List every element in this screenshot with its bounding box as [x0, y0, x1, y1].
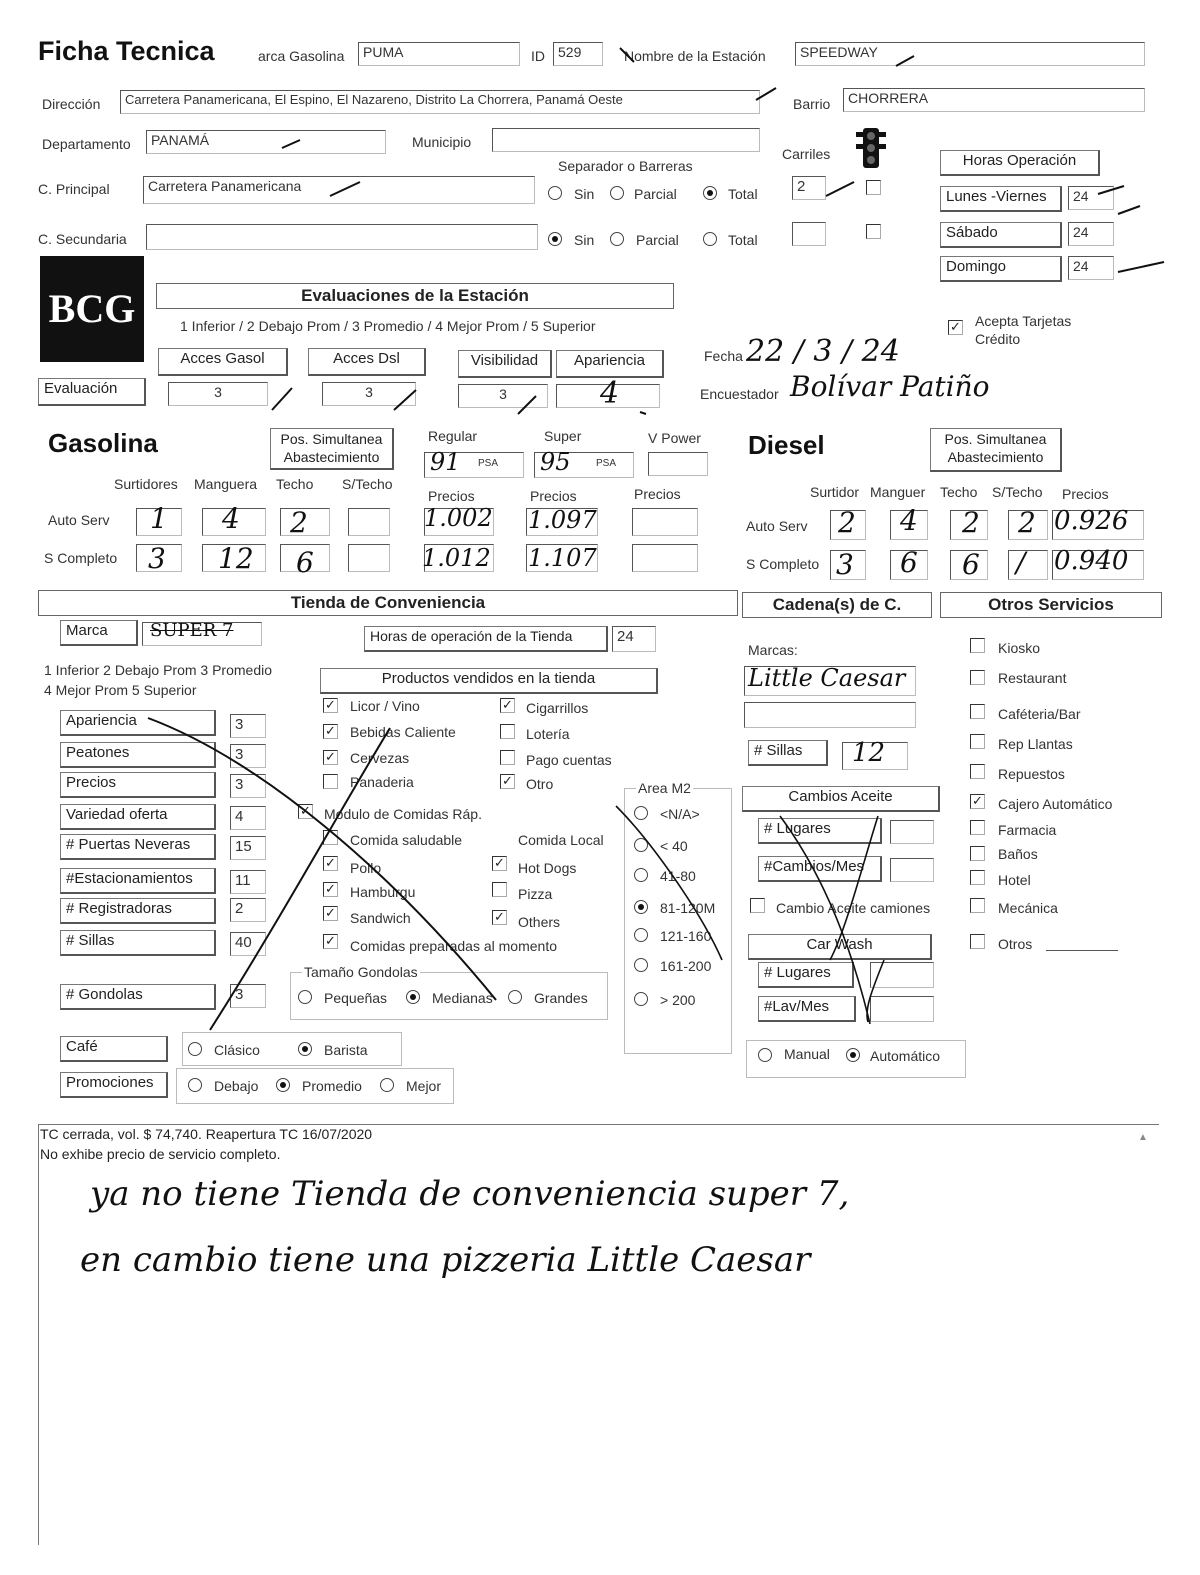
cafe-label: Café: [60, 1036, 168, 1062]
rating-field-sillas[interactable]: 40: [230, 932, 266, 956]
vpower-field[interactable]: [648, 452, 708, 476]
carriles-field-2[interactable]: [792, 222, 826, 246]
diesel-col-techo: Techo: [940, 484, 978, 500]
rating-label-estacionamientos: #Estacionamientos: [60, 868, 216, 894]
separador2-total-radio[interactable]: [703, 232, 717, 246]
diesel-auto-manguer: 4: [900, 504, 918, 537]
diesel-auto-surtidor: 2: [838, 506, 856, 539]
cafe-clasico-radio[interactable]: [188, 1042, 202, 1056]
promo-mejor-radio[interactable]: [380, 1078, 394, 1092]
tienda-marca-label: Marca: [60, 620, 138, 646]
rating-label-sillas: # Sillas: [60, 930, 216, 956]
otros-underline: [1046, 950, 1118, 951]
rating-label-apariencia: Apariencia: [60, 710, 216, 736]
diesel-auto-serv-label: Auto Serv: [746, 518, 808, 534]
rep-llantas-checkbox[interactable]: [970, 734, 985, 749]
cadena-title: Cadena(s) de C.: [742, 592, 932, 618]
barrio-label: Barrio: [793, 96, 831, 112]
departamento-field[interactable]: PANAMÁ: [146, 130, 386, 154]
col-techo: Techo: [276, 476, 314, 492]
acces-dsl-label: Acces Dsl: [308, 348, 426, 376]
id-field[interactable]: 529: [553, 42, 603, 66]
sabado-label: Sábado: [940, 222, 1062, 248]
super-octane-value: 95: [540, 448, 571, 476]
bebidas-checkbox[interactable]: ✓: [323, 724, 338, 739]
tienda-scale-line1: 1 Inferior 2 Debajo Prom 3 Promedio: [44, 662, 272, 678]
cajero-checkbox[interactable]: ✓: [970, 794, 985, 809]
diesel-comp-techo: 6: [962, 548, 980, 581]
gas-auto-manguera: 4: [222, 502, 240, 535]
separador1-total-label: Total: [728, 186, 758, 202]
pizza-label: Pizza: [518, 886, 553, 902]
kiosko-checkbox[interactable]: [970, 638, 985, 653]
acces-gasol-field[interactable]: 3: [168, 382, 268, 406]
otros-servicios-title: Otros Servicios: [940, 592, 1162, 618]
traffic-light-icon: [854, 128, 888, 170]
hot-dogs-checkbox[interactable]: ✓: [492, 856, 507, 871]
promo-promedio-label: Promedio: [302, 1078, 362, 1094]
gas-auto-vpower-price-field[interactable]: [632, 508, 698, 536]
precios-regular-label: Precios: [428, 488, 475, 504]
regular-psa-note: PSA: [478, 458, 499, 469]
cadena-sillas-label: # Sillas: [748, 740, 828, 766]
diesel-col-precios: Precios: [1062, 486, 1109, 502]
cafe-barista-label: Barista: [324, 1042, 368, 1058]
cervezas-label: Cervezas: [350, 750, 410, 766]
fecha-handwritten: 22 / 3 / 24: [746, 334, 900, 369]
tienda-title: Tienda de Conveniencia: [38, 590, 738, 616]
visibilidad-label: Visibilidad: [458, 350, 552, 378]
col-surtidores: Surtidores: [114, 476, 178, 492]
nombre-estacion-field[interactable]: SPEEDWAY: [795, 42, 1145, 66]
area-na-label: <N/A>: [660, 806, 700, 822]
area-strike-mark: [610, 800, 730, 970]
rating-label-precios: Precios: [60, 772, 216, 798]
cafeteria-checkbox[interactable]: [970, 704, 985, 719]
banos-checkbox[interactable]: [970, 846, 985, 861]
diesel-auto-stecho: 2: [1018, 506, 1036, 539]
cambios-strike-mark: [760, 810, 900, 1030]
acces-gasol-label: Acces Gasol: [158, 348, 288, 376]
banos-label: Baños: [998, 846, 1038, 862]
sandwich-checkbox[interactable]: ✓: [323, 906, 338, 921]
calle-principal-field[interactable]: Carretera Panamericana: [143, 176, 535, 204]
mecanica-checkbox[interactable]: [970, 898, 985, 913]
pago-cuentas-label: Pago cuentas: [526, 752, 612, 768]
cafe-clasico-label: Clásico: [214, 1042, 260, 1058]
area-41-80-label: 41-80: [660, 868, 696, 884]
diesel-comp-stecho: /: [1016, 546, 1026, 579]
carwash-manual-radio[interactable]: [758, 1048, 772, 1062]
gas-auto-stecho-field[interactable]: [348, 508, 390, 536]
page-title: Ficha Tecnica: [38, 36, 215, 66]
carwash-manual-label: Manual: [784, 1046, 830, 1062]
licor-label: Licor / Vino: [350, 698, 420, 714]
rating-field-precios[interactable]: 3: [230, 774, 266, 798]
evaluaciones-scale: 1 Inferior / 2 Debajo Prom / 3 Promedio / 4 Mejor Prom / 5 Superior: [180, 318, 596, 334]
bcg-logo: BCG: [40, 256, 144, 362]
carwash-automatico-label: Automático: [870, 1048, 941, 1064]
notes-handwritten-line-2: en cambio tiene una pizzeria Little Caesar: [80, 1240, 811, 1280]
separador2-parcial-label: Parcial: [636, 232, 679, 248]
carwash-automatico-radio[interactable]: [846, 1048, 860, 1062]
rating-field-variedad[interactable]: 4: [230, 806, 266, 830]
area-gt200-label: > 200: [660, 992, 696, 1008]
separador2-sin-radio[interactable]: [548, 232, 562, 246]
gas-comp-stecho-field[interactable]: [348, 544, 390, 572]
gondolas-grandes-radio[interactable]: [508, 990, 522, 1004]
cervezas-checkbox[interactable]: ✓: [323, 750, 338, 765]
calle-secundaria-field[interactable]: [146, 224, 538, 250]
diesel-comp-precio: 0.940: [1054, 546, 1129, 576]
rating-label-variedad: Variedad oferta: [60, 804, 216, 830]
municipio-label: Municipio: [412, 134, 472, 150]
farmacia-label: Farmacia: [998, 822, 1057, 838]
diesel-pos-simultanea-label: Pos. Simultanea Abastecimiento: [930, 428, 1062, 472]
gondolas-medianas-label: Medianas: [432, 990, 493, 1006]
area-121-160-label: 121-160: [660, 928, 712, 944]
diesel-col-surtidor: Surtidor: [810, 484, 860, 500]
area-title: Area M2: [638, 780, 691, 796]
calle-secundaria-label: C. Secundaria: [38, 231, 127, 247]
rating-field-puertas-neveras[interactable]: 15: [230, 836, 266, 860]
apariencia-handwritten: 4: [600, 376, 620, 411]
encuestador-handwritten: Bolívar Patiño: [790, 370, 990, 403]
area-gt200-radio[interactable]: [634, 992, 648, 1006]
separador1-sin-label: Sin: [574, 186, 595, 202]
gas-auto-techo: 2: [290, 506, 308, 539]
acces-dsl-field[interactable]: 3: [322, 382, 416, 406]
tamano-gondolas-title: Tamaño Gondolas: [304, 964, 418, 980]
hot-dogs-label: Hot Dogs: [518, 860, 577, 876]
diesel-col-manguer: Manguer: [870, 484, 926, 500]
gas-comp-vpower-price-field[interactable]: [632, 544, 698, 572]
rating-label-peatones: Peatones: [60, 742, 216, 768]
apariencia-label: Apariencia: [556, 350, 664, 378]
mecanica-label: Mecánica: [998, 900, 1058, 916]
repuestos-checkbox[interactable]: [970, 764, 985, 779]
separador-label: Separador o Barreras: [558, 158, 693, 174]
separador1-parcial-radio[interactable]: [610, 186, 624, 200]
kiosko-label: Kiosko: [998, 640, 1041, 656]
rep-llantas-label: Rep Llantas: [998, 736, 1073, 752]
separador2-parcial-radio[interactable]: [610, 232, 624, 246]
gas-comp-regular-price: 1.012: [422, 544, 491, 572]
direccion-label: Dirección: [42, 96, 101, 112]
super-label: Super: [544, 428, 582, 444]
cambios-aceite-title: Cambios Aceite: [742, 786, 940, 812]
carriles-field-1[interactable]: 2: [792, 176, 826, 200]
diesel-auto-precio: 0.926: [1054, 506, 1129, 536]
productos-title: Productos vendidos en la tienda: [320, 668, 658, 694]
panaderia-label: Panaderia: [350, 774, 414, 790]
horas-tienda-label: Horas de operación de la Tienda: [364, 626, 608, 652]
repuestos-label: Repuestos: [998, 766, 1065, 782]
pollo-label: Pollo: [350, 860, 382, 876]
rating-field-apariencia[interactable]: 3: [230, 714, 266, 738]
horas-operacion-title: Horas Operación: [940, 150, 1100, 176]
diesel-comp-manguer: 6: [900, 546, 918, 579]
evaluacion-row-label: Evaluación: [38, 378, 146, 406]
diesel-col-stecho: S/Techo: [992, 484, 1043, 500]
car-wash-title: Car Wash: [748, 934, 932, 960]
otros-checkbox[interactable]: [970, 934, 985, 949]
bebidas-label: Bebidas Caliente: [350, 724, 456, 740]
cigarrillos-checkbox[interactable]: ✓: [500, 698, 515, 713]
gondolas-pequenas-label: Pequeñas: [324, 990, 388, 1006]
marcas-handwritten: Little Caesar: [748, 664, 906, 692]
promo-mejor-label: Mejor: [406, 1078, 442, 1094]
carwash-lav-mes-label: #Lav/Mes: [758, 996, 856, 1022]
cambios-mes-label: #Cambios/Mes: [758, 856, 882, 882]
gondolas-label: # Gondolas: [60, 984, 216, 1010]
scroll-up-icon[interactable]: ▲: [1138, 1132, 1148, 1143]
hamburguesa-label: Hamburgu: [350, 884, 416, 900]
lunes-viernes-field[interactable]: 24: [1068, 186, 1114, 210]
rating-field-peatones[interactable]: 3: [230, 744, 266, 768]
gas-s-completo-label: S Completo: [44, 550, 118, 566]
separador1-parcial-label: Parcial: [634, 186, 677, 202]
otros-label: Otros: [998, 936, 1033, 952]
diesel-comp-surtidor: 3: [836, 548, 854, 581]
comidas-preparadas-checkbox[interactable]: ✓: [323, 934, 338, 949]
precios-super-label: Precios: [530, 488, 577, 504]
semaforo-checkbox-1[interactable]: [866, 180, 881, 195]
others-label: Others: [518, 914, 561, 930]
gondolas-field[interactable]: 3: [230, 984, 266, 1008]
domingo-field[interactable]: 24: [1068, 256, 1114, 280]
hamburguesa-checkbox[interactable]: ✓: [323, 882, 338, 897]
vpower-label: V Power: [648, 430, 701, 446]
cambios-lugares-label: # Lugares: [758, 818, 882, 844]
cafe-barista-radio[interactable]: [298, 1042, 312, 1056]
gas-auto-super-price: 1.097: [528, 506, 597, 534]
comidas-preparadas-label: Comidas preparadas al momento: [350, 938, 557, 954]
calle-principal-label: C. Principal: [38, 181, 110, 197]
area-161-200-label: 161-200: [660, 958, 712, 974]
gasolina-pos-simultanea-label: Pos. Simultanea Abastecimiento: [270, 428, 394, 470]
hotel-checkbox[interactable]: [970, 870, 985, 885]
notes-handwritten-line-1: ya no tiene Tienda de conveniencia super 7,: [90, 1174, 850, 1214]
gas-comp-super-price: 1.107: [528, 544, 597, 572]
acepta-tarjetas-label: Acepta Tarjetas Crédito: [975, 313, 1072, 347]
modulo-comidas-checkbox[interactable]: ✓: [298, 804, 313, 819]
precios-vpower-label: Precios: [634, 486, 681, 502]
gas-auto-regular-price: 1.002: [424, 504, 493, 532]
super-psa-note: PSA: [596, 458, 617, 469]
notes-line-2: No exhibe precio de servicio completo.: [40, 1146, 281, 1162]
id-label: ID: [531, 48, 545, 64]
gasolina-title: Gasolina: [48, 428, 158, 458]
rating-label-puertas-neveras: # Puertas Neveras: [60, 834, 216, 860]
area-81-120-label: 81-120M: [660, 900, 716, 916]
gas-auto-serv-label: Auto Serv: [48, 512, 110, 528]
promo-debajo-label: Debajo: [214, 1078, 259, 1094]
municipio-field[interactable]: [492, 128, 760, 152]
otro-checkbox[interactable]: ✓: [500, 774, 515, 789]
diesel-auto-techo: 2: [962, 506, 980, 539]
separador1-total-radio[interactable]: [703, 186, 717, 200]
hotel-label: Hotel: [998, 872, 1031, 888]
barrio-field[interactable]: CHORRERA: [843, 88, 1145, 112]
direccion-field[interactable]: Carretera Panamericana, El Espino, El Nazareno, Distrito La Chorrera, Panamá Oeste: [120, 90, 760, 114]
cigarrillos-label: Cigarrillos: [526, 700, 589, 716]
rating-label-registradoras: # Registradoras: [60, 898, 216, 924]
marcas-field-2[interactable]: [744, 702, 916, 728]
sabado-field[interactable]: 24: [1068, 222, 1114, 246]
carwash-lugares-label: # Lugares: [758, 962, 854, 988]
semaforo-checkbox-2[interactable]: [866, 224, 881, 239]
separador1-sin-radio[interactable]: [548, 186, 562, 200]
cafeteria-label: Caféteria/Bar: [998, 706, 1081, 722]
others-checkbox[interactable]: ✓: [492, 910, 507, 925]
promo-debajo-radio[interactable]: [188, 1078, 202, 1092]
cajero-label: Cajero Automático: [998, 796, 1113, 812]
gas-comp-manguera: 12: [218, 542, 254, 575]
pollo-checkbox[interactable]: ✓: [323, 856, 338, 871]
rating-field-estacionamientos[interactable]: 11: [230, 870, 266, 894]
notes-line-1: TC cerrada, vol. $ 74,740. Reapertura TC 16/07/2020: [40, 1126, 373, 1142]
visibilidad-field[interactable]: 3: [458, 384, 548, 408]
restaurant-checkbox[interactable]: [970, 670, 985, 685]
acepta-tarjetas-checkbox[interactable]: ✓: [948, 320, 963, 335]
loteria-label: Lotería: [526, 726, 570, 742]
carriles-label: Carriles: [782, 146, 831, 162]
comida-saludable-label: Comida saludable: [350, 832, 463, 848]
diesel-s-completo-label: S Completo: [746, 556, 820, 572]
lunes-viernes-label: Lunes -Viernes: [940, 186, 1062, 212]
tienda-marca-value: SUPER 7: [150, 620, 234, 641]
gondolas-grandes-label: Grandes: [534, 990, 588, 1006]
cadena-sillas-value: 12: [852, 738, 886, 768]
diesel-comp-stecho-field[interactable]: [1008, 550, 1048, 580]
modulo-comidas-label: Modulo de Comidas Ráp.: [324, 806, 482, 822]
nombre-estacion-label: Nombre de la Estación: [624, 48, 766, 64]
tienda-scale-line2: 4 Mejor Prom 5 Superior: [44, 682, 197, 698]
marca-gasolina-label: arca Gasolina: [258, 48, 345, 64]
departamento-label: Departamento: [42, 136, 131, 152]
promo-promedio-radio[interactable]: [276, 1078, 290, 1092]
evaluaciones-title: Evaluaciones de la Estación: [156, 283, 674, 309]
tienda-cross-out-mark: [140, 700, 510, 1040]
gas-auto-surtidores: 1: [150, 502, 168, 535]
separador2-total-label: Total: [728, 232, 758, 248]
otro-label: Otro: [526, 776, 554, 792]
rating-field-registradoras[interactable]: 2: [230, 898, 266, 922]
regular-octane-value: 91: [430, 448, 461, 476]
cambio-aceite-camiones-label: Cambio Aceite camiones: [776, 900, 931, 916]
regular-label: Regular: [428, 428, 478, 444]
farmacia-checkbox[interactable]: [970, 820, 985, 835]
horas-tienda-field[interactable]: 24: [612, 626, 656, 652]
col-manguera: Manguera: [194, 476, 258, 492]
fecha-label: Fecha: [704, 348, 743, 364]
gas-comp-surtidores: 3: [148, 542, 166, 575]
gas-comp-techo: 6: [296, 546, 314, 579]
encuestador-label: Encuestador: [700, 386, 779, 402]
sandwich-label: Sandwich: [350, 910, 411, 926]
promociones-label: Promociones: [60, 1072, 168, 1098]
marca-gasolina-field[interactable]: PUMA: [358, 42, 520, 66]
col-stecho: S/Techo: [342, 476, 393, 492]
area-lt40-label: < 40: [660, 838, 688, 854]
comida-local-label: Comida Local: [518, 832, 604, 848]
restaurant-label: Restaurant: [998, 670, 1067, 686]
separador2-sin-label: Sin: [574, 232, 595, 248]
diesel-title: Diesel: [748, 430, 825, 460]
domingo-label: Domingo: [940, 256, 1062, 282]
marcas-label: Marcas:: [748, 642, 798, 658]
licor-checkbox[interactable]: ✓: [323, 698, 338, 713]
